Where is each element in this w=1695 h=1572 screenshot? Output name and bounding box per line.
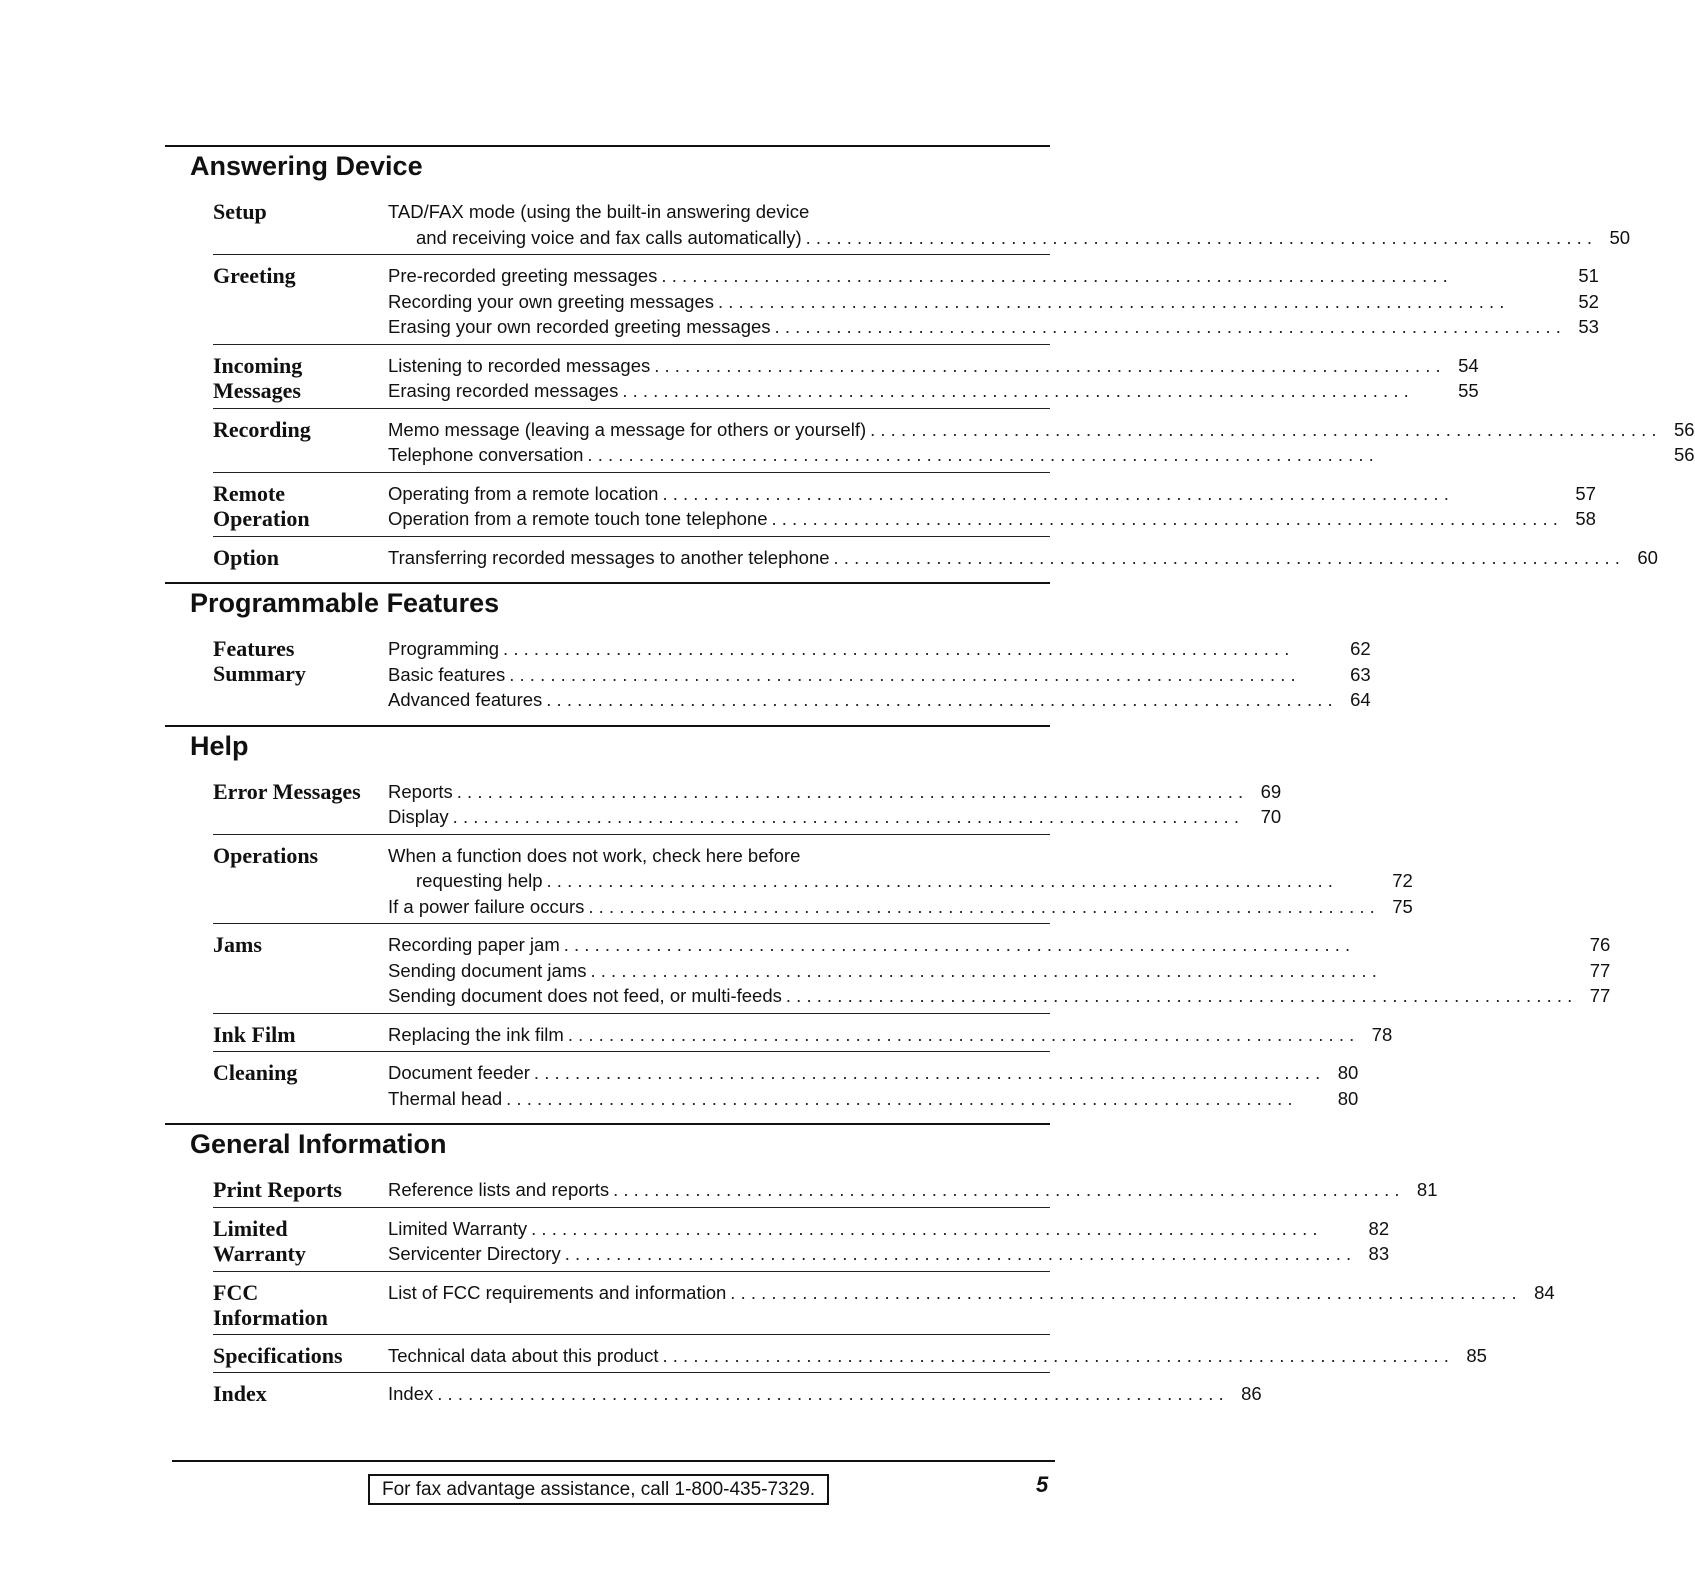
category-line: Greeting (213, 263, 296, 288)
entry-text: Servicenter Directory (388, 1243, 561, 1264)
entry-text: TAD/FAX mode (using the built-in answering device (388, 201, 810, 222)
entry-page-number: 58 (1575, 508, 1596, 529)
dot-leader (870, 417, 1656, 443)
assistance-note: For fax advantage assistance, call 1-800-435-7329. (368, 1474, 829, 1505)
toc-entry (388, 636, 1371, 662)
category-label (213, 417, 388, 468)
entry-text: Document feeder (388, 1062, 530, 1083)
category-line: Limited (213, 1215, 288, 1241)
entry-text: Index (388, 1383, 434, 1404)
entry-text: If a power failure occurs (388, 895, 585, 917)
entry-text: Programming (388, 638, 500, 659)
entry-text: requesting help (416, 870, 543, 891)
category-line: Incoming (213, 352, 303, 378)
category-line: Operations (213, 842, 319, 868)
toc-entry (388, 779, 1281, 805)
category-line: Option (213, 544, 280, 570)
dot-leader (661, 263, 1561, 289)
entry-page-number: 75 (1392, 895, 1413, 917)
table-of-contents (165, 145, 1695, 1419)
entry-text: Reports (388, 780, 453, 802)
toc-group (213, 771, 1282, 835)
toc-entry (388, 199, 1630, 225)
entry-page-number: 62 (1350, 638, 1371, 659)
dot-leader (506, 1086, 1320, 1112)
entry-page-number: 85 (1466, 1344, 1487, 1366)
toc-entry (388, 1381, 1262, 1407)
entry-page-number: 54 (1458, 354, 1479, 376)
toc-entry (388, 1086, 1358, 1112)
toc-section (165, 582, 1371, 725)
entry-text: Erasing your own recorded greeting messages (388, 316, 771, 337)
entry-page-number: 55 (1458, 380, 1479, 401)
entry-text: Operation from a remote touch tone telephone (388, 508, 768, 529)
entry-page-number: 52 (1578, 290, 1599, 312)
category-label (213, 1280, 388, 1330)
entry-page-number: 82 (1368, 1217, 1390, 1239)
section-title: Answering Device (165, 145, 1050, 191)
page-number: 5 (1036, 1472, 1049, 1497)
toc-entry (388, 1280, 1555, 1306)
dot-leader (453, 804, 1244, 830)
dot-leader (622, 378, 1440, 404)
category-line: Cleaning (213, 1060, 298, 1085)
category-line: Setup (213, 199, 267, 224)
entry-page-number: 84 (1534, 1281, 1555, 1303)
category-label (213, 1060, 388, 1111)
toc-entry (388, 353, 1479, 379)
toc-entry (388, 506, 1596, 532)
entry-text: Sending document does not feed, or multi-feeds (388, 985, 782, 1006)
toc-group (213, 1272, 1555, 1335)
entry-page-number: 86 (1241, 1383, 1262, 1404)
dot-leader (534, 1060, 1320, 1086)
category-label (213, 1381, 388, 1407)
toc-entry (388, 289, 1599, 315)
dot-leader (662, 1343, 1448, 1369)
toc-group (213, 1335, 1487, 1374)
category-line: Recording (213, 416, 311, 442)
category-line: Index (213, 1381, 267, 1406)
category-line: FCC (213, 1279, 259, 1305)
toc-section (165, 725, 1611, 1124)
entry-text: Advanced features (388, 689, 543, 710)
toc-group (213, 1169, 1438, 1208)
toc-entry (388, 442, 1695, 468)
toc-entry (388, 1241, 1389, 1267)
category-line: Features (213, 636, 295, 661)
entry-page-number: 80 (1337, 1062, 1359, 1083)
toc-entry (388, 225, 1630, 251)
entry-page-number: 78 (1371, 1023, 1393, 1045)
entry-page-number: 56 (1673, 444, 1695, 465)
entry-page-number: 56 (1673, 418, 1695, 440)
dot-leader (718, 289, 1561, 315)
toc-entry (388, 1343, 1487, 1369)
entry-text: Basic features (388, 663, 506, 685)
entry-text: Sending document jams (388, 959, 587, 981)
toc-entry (388, 662, 1371, 688)
category-label (213, 263, 388, 340)
category-label (213, 481, 388, 532)
category-label (213, 1216, 388, 1267)
entry-page-number: 53 (1578, 316, 1599, 337)
dot-leader (547, 868, 1375, 894)
category-label (213, 779, 388, 830)
entry-page-number: 70 (1260, 806, 1282, 827)
toc-group (213, 255, 1599, 345)
entry-page-number: 77 (1589, 959, 1611, 981)
category-label (213, 636, 388, 713)
toc-group (213, 345, 1479, 409)
dot-leader (613, 1177, 1399, 1203)
entry-page-number: 64 (1350, 689, 1371, 710)
dot-leader (730, 1280, 1516, 1306)
dot-leader (590, 958, 1572, 984)
entry-text: Listening to recorded messages (388, 354, 651, 376)
footer-divider (172, 1460, 1055, 1462)
toc-entry (388, 958, 1610, 984)
toc-entry (388, 314, 1599, 340)
category-label (213, 1022, 388, 1048)
entry-text: Telephone conversation (388, 444, 584, 465)
toc-entry (388, 1216, 1389, 1242)
entry-page-number: 80 (1337, 1087, 1359, 1109)
category-line: Messages (213, 377, 301, 403)
entry-page-number: 51 (1578, 265, 1599, 286)
entry-text: and receiving voice and fax calls automatically) (416, 226, 802, 248)
category-line: Print Reports (213, 1177, 342, 1202)
dot-leader (786, 983, 1572, 1009)
entry-text: Thermal head (388, 1087, 503, 1109)
dot-leader (772, 506, 1558, 532)
entry-text: Technical data about this product (388, 1344, 659, 1366)
entry-text: Replacing the ink film (388, 1023, 564, 1045)
category-label (213, 1177, 388, 1203)
category-label (213, 843, 388, 920)
dot-leader (565, 1241, 1351, 1267)
entry-text: Reference lists and reports (388, 1179, 610, 1200)
toc-entry (388, 263, 1599, 289)
toc-group (213, 1052, 1359, 1115)
toc-group (213, 1373, 1262, 1411)
category-label (213, 1343, 388, 1369)
dot-leader (654, 353, 1440, 379)
entry-text: Limited Warranty (388, 1217, 528, 1239)
entry-text: Operating from a remote location (388, 482, 659, 504)
category-label (213, 199, 388, 250)
toc-group (213, 924, 1611, 1014)
entry-text: Display (388, 806, 449, 827)
category-line: Ink Film (213, 1021, 296, 1047)
dot-leader (437, 1381, 1223, 1407)
toc-group (213, 473, 1596, 537)
toc-entry (388, 1060, 1358, 1086)
entry-text: Memo message (leaving a message for others or yourself) (388, 418, 867, 440)
section-title: Programmable Features (165, 582, 1050, 628)
entry-page-number: 60 (1637, 546, 1658, 568)
category-line: Jams (213, 932, 262, 957)
entry-page-number: 69 (1260, 780, 1282, 802)
dot-leader (806, 225, 1592, 251)
entry-page-number: 76 (1589, 934, 1611, 955)
toc-entry (388, 687, 1371, 713)
category-line: Warranty (213, 1240, 306, 1266)
dot-leader (457, 779, 1243, 805)
category-line: Operation (213, 505, 310, 531)
toc-entry (388, 983, 1610, 1009)
dot-leader (834, 545, 1620, 571)
dot-leader (564, 932, 1573, 958)
section-title: General Information (165, 1123, 1050, 1169)
dot-leader (503, 636, 1333, 662)
toc-section (165, 1123, 1555, 1419)
category-label (213, 545, 388, 571)
category-line: Remote (213, 480, 286, 506)
entry-page-number: 72 (1392, 870, 1413, 891)
category-line: Summary (213, 661, 306, 686)
dot-leader (775, 314, 1561, 340)
toc-entry (388, 843, 1413, 869)
toc-group (213, 409, 1695, 473)
dot-leader (662, 481, 1557, 507)
category-line: Error Messages (213, 778, 361, 804)
section-title: Help (165, 725, 1050, 771)
toc-entry (388, 1177, 1438, 1203)
entry-text: Pre-recorded greeting messages (388, 265, 658, 286)
toc-entry (388, 932, 1610, 958)
category-line: Information (213, 1304, 328, 1330)
toc-entry (388, 894, 1413, 920)
toc-entry (388, 868, 1413, 894)
dot-leader (531, 1216, 1351, 1242)
entry-text: Erasing recorded messages (388, 380, 619, 401)
toc-entry (388, 545, 1658, 571)
entry-text: Recording your own greeting messages (388, 290, 714, 312)
entry-page-number: 83 (1368, 1243, 1390, 1264)
toc-section (165, 145, 1695, 582)
dot-leader (546, 687, 1332, 713)
toc-group (213, 835, 1413, 925)
entry-text: Recording paper jam (388, 934, 560, 955)
entry-page-number: 50 (1609, 226, 1631, 248)
entry-text: Transferring recorded messages to another telephone (388, 546, 830, 568)
entry-page-number: 63 (1350, 663, 1371, 685)
entry-text: List of FCC requirements and information (388, 1281, 727, 1303)
entry-text: When a function does not work, check here before (388, 844, 801, 866)
entry-page-number: 57 (1575, 482, 1596, 504)
toc-entry (388, 378, 1479, 404)
toc-group (213, 1014, 1393, 1053)
toc-group (213, 191, 1631, 255)
toc-group (213, 1208, 1390, 1272)
dot-leader (588, 894, 1374, 920)
dot-leader (509, 662, 1332, 688)
entry-page-number: 77 (1589, 985, 1611, 1006)
entry-page-number: 81 (1416, 1179, 1438, 1200)
toc-entry (388, 804, 1281, 830)
toc-entry (388, 417, 1695, 443)
toc-entry (388, 481, 1596, 507)
toc-entry (388, 1022, 1392, 1048)
category-line: Specifications (213, 1342, 343, 1368)
category-label (213, 932, 388, 1009)
toc-group (213, 628, 1371, 717)
dot-leader (568, 1022, 1354, 1048)
category-label (213, 353, 388, 404)
toc-group (213, 537, 1658, 575)
dot-leader (587, 442, 1656, 468)
